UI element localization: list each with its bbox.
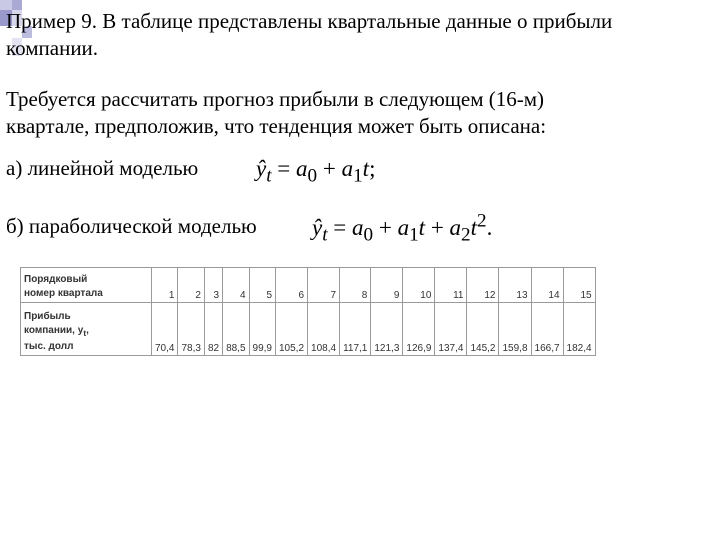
quarter-cell: 3 bbox=[204, 268, 222, 303]
quarterly-profit-table bbox=[20, 267, 596, 356]
profit-cell: 145,2 bbox=[467, 303, 499, 356]
profit-cell: 117,1 bbox=[340, 303, 371, 356]
profit-cell: 88,5 bbox=[223, 303, 249, 356]
row-header-quarter: Порядковый номер квартала bbox=[21, 268, 152, 303]
quarter-cell: 11 bbox=[435, 268, 467, 303]
profit-cell: 166,7 bbox=[531, 303, 563, 356]
table-row-quarters bbox=[21, 268, 596, 303]
quarter-cell: 13 bbox=[499, 268, 531, 303]
quarter-cell: 14 bbox=[531, 268, 563, 303]
quarter-cell: 10 bbox=[403, 268, 435, 303]
row-header-profit: Прибыль компании, $y_t$, тыс. долл bbox=[21, 303, 152, 356]
profit-cell: 99,9 bbox=[249, 303, 275, 356]
option-a-label: а) линейной моделью bbox=[6, 156, 199, 180]
quarter-cell: 6 bbox=[276, 268, 308, 303]
quarter-cell: 2 bbox=[178, 268, 204, 303]
quarter-cell: 9 bbox=[371, 268, 403, 303]
quarter-cell: 5 bbox=[249, 268, 275, 303]
profit-cell: 159,8 bbox=[499, 303, 531, 356]
profit-cell: 182,4 bbox=[563, 303, 595, 356]
quarter-cell: 15 bbox=[563, 268, 595, 303]
parabolic-model-formula: $ŷ_t = a_0 + a_1t + a_2t^2$. bbox=[312, 210, 493, 246]
profit-cell: 78,3 bbox=[178, 303, 204, 356]
profit-cell: 121,3 bbox=[371, 303, 403, 356]
profit-cell: 82 bbox=[204, 303, 222, 356]
profit-cell: 105,2 bbox=[276, 303, 308, 356]
quarter-cell: 12 bbox=[467, 268, 499, 303]
profit-cell: 108,4 bbox=[308, 303, 340, 356]
profit-cell: 137,4 bbox=[435, 303, 467, 356]
problem-statement bbox=[6, 8, 712, 140]
task-line-1: Требуется рассчитать прогноз прибыли в следующем (16-м) bbox=[6, 87, 545, 111]
task-line-2: квартале, предположив, что тенденция может быть описана: bbox=[6, 114, 547, 138]
profit-cell: 70,4 bbox=[152, 303, 178, 356]
quarter-cell: 4 bbox=[223, 268, 249, 303]
problem-line-2: компании. bbox=[6, 36, 99, 60]
table-row-profit bbox=[21, 303, 596, 356]
quarter-cell: 8 bbox=[340, 268, 371, 303]
quarter-cell: 7 bbox=[308, 268, 340, 303]
option-b-label: б) параболической моделью bbox=[6, 214, 257, 238]
linear-model-formula: $ŷ_t = a_0 + a_1t$; bbox=[256, 156, 376, 187]
quarter-cell: 1 bbox=[152, 268, 178, 303]
profit-cell: 126,9 bbox=[403, 303, 435, 356]
problem-line-1: Пример 9. В таблице представлены квартальные данные о прибыли bbox=[6, 9, 613, 33]
